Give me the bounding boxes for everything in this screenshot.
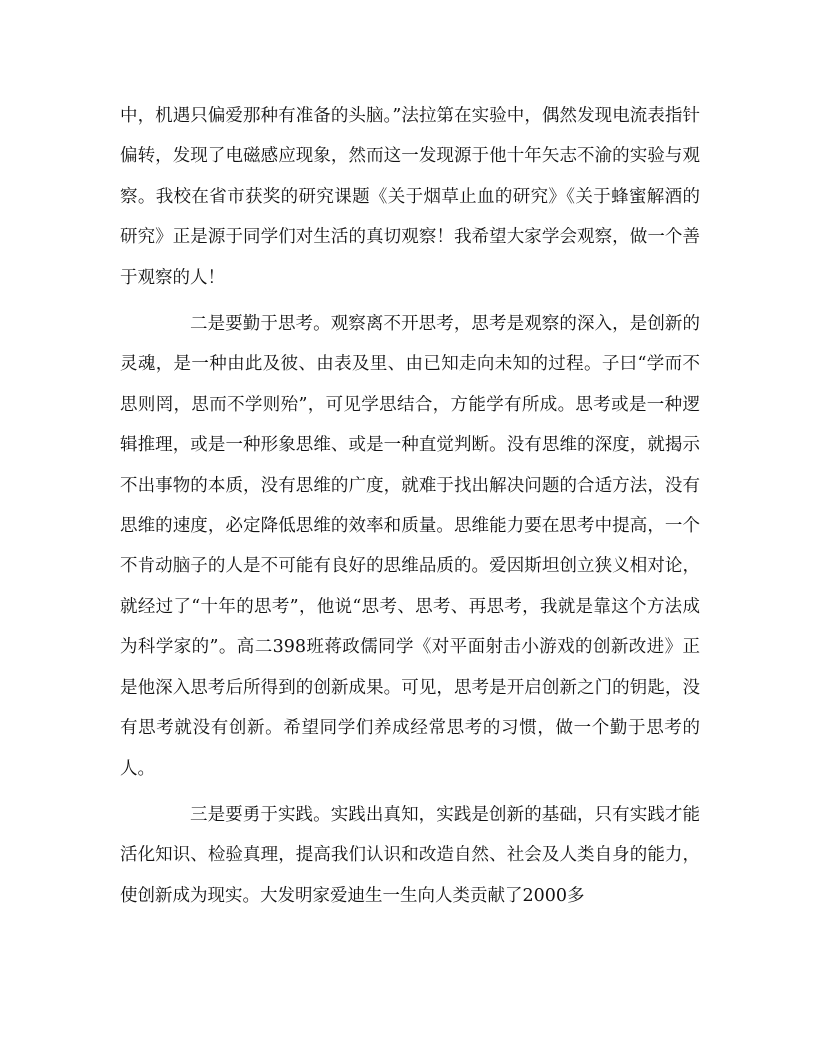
- paragraph-practice: 三是要勇于实践。实践出真知，实践是创新的基础，只有实践才能活化知识、检验真理，提高我们认识和改造自然、社会及人类自身的能力，使创新成为现实。大发明家爱迪生一生向人类贡献了2000多: [120, 804, 700, 906]
- paragraph-observation: 中，机遇只偏爱那种有准备的头脑。”法拉第在实验中，偶然发现电流表指针偏转，发现了电磁感应现象，然而这一发现源于他十年矢志不渝的实验与观察。我校在省市获奖的研究课题《关于烟草止血的研究》《关于蜂蜜解酒的研究》正是源于同学们对生活的真切观察！我希望大家学会观察，做一个善于观察的人！: [120, 106, 700, 288]
- paragraph-thinking: 二是要勤于思考。观察离不开思考，思考是观察的深入，是创新的灵魂，是一种由此及彼、由表及里、由已知走向未知的过程。子曰“学而不思则罔，思而不学则殆”，可见学思结合，方能学有所成。思考或是一种逻辑推理，或是一种形象思维、或是一种直觉判断。没有思维的深度，就揭示不出事物的本质，没有思维的广度，就难于找出解决问题的合适方法，没有思维的速度，必定降低思维的效率和质量。思维能力要在思考中提高，一个不肯动脑子的人是不可能有良好的思维品质的。爱因斯坦创立狭义相对论，就经过了“十年的思考”，他说“思考、思考、再思考，我就是靠这个方法成为科学家的”。高二398班蒋政儒同学《对平面射击小游戏的创新改进》正是他深入思考后所得到的创新成果。可见，思考是开启创新之门的钥匙，没有思考就没有创新。希望同学们养成经常思考的习惯，做一个勤于思考的人。: [120, 314, 700, 779]
- document-body: [120, 96, 700, 916]
